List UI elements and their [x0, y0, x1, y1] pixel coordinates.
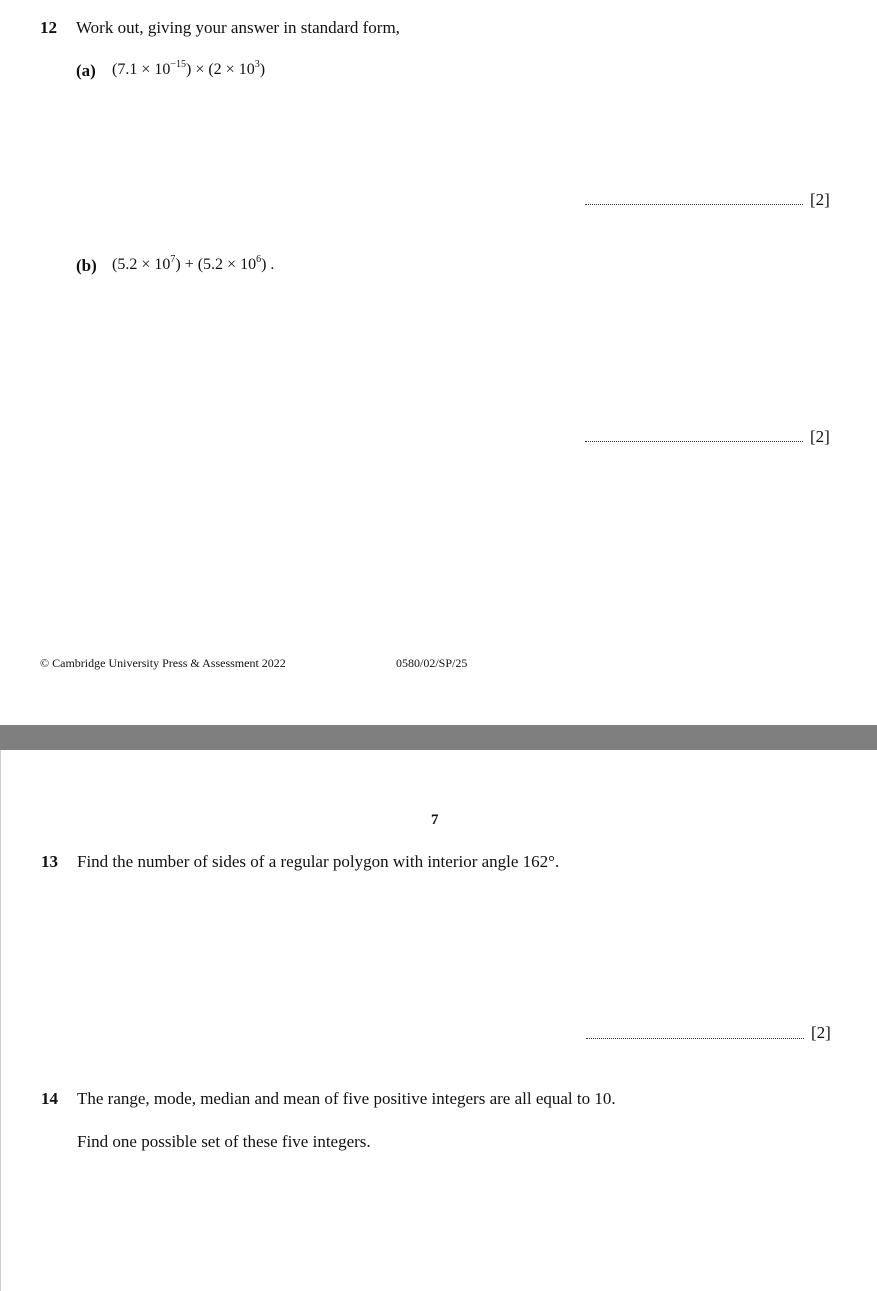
part-b-marks: [2] — [810, 427, 830, 446]
question-12-number: 12 — [40, 18, 57, 37]
part-a-label: (a) — [76, 61, 96, 80]
part-b-expression: $(5.2 \times 10^7) + (5.2 \times 10^6)$ . — [112, 254, 275, 273]
question-14-text: The range, mode, median and mean of five positive integers are all equal to 10. — [77, 1089, 616, 1108]
part-b-answer-line[interactable] — [585, 441, 803, 442]
part-a-expression: $(7.1 \times 10^{-15}) \times (2 \times 10^3)$ — [112, 59, 266, 78]
copyright-footer: © Cambridge University Press & Assessment 2022 — [40, 656, 286, 670]
question-13-text: Find the number of sides of a regular polygon with interior angle 162°. — [77, 852, 560, 871]
part-a-answer-line[interactable] — [585, 204, 803, 205]
question-14-subtext: Find one possible set of these five integers. — [77, 1132, 371, 1151]
question-13-answer-line[interactable] — [586, 1038, 804, 1039]
exam-page-bottom — [0, 750, 877, 1291]
part-b-label: (b) — [76, 256, 97, 275]
paper-code: 0580/02/SP/25 — [396, 656, 468, 670]
question-13-number: 13 — [41, 852, 58, 871]
part-a-marks: [2] — [810, 190, 830, 209]
page-divider — [0, 725, 877, 750]
question-13-marks: [2] — [811, 1023, 831, 1042]
question-12-text: Work out, giving your answer in standard form, — [76, 18, 400, 37]
question-14-number: 14 — [41, 1089, 58, 1108]
page-number: 7 — [431, 812, 439, 828]
